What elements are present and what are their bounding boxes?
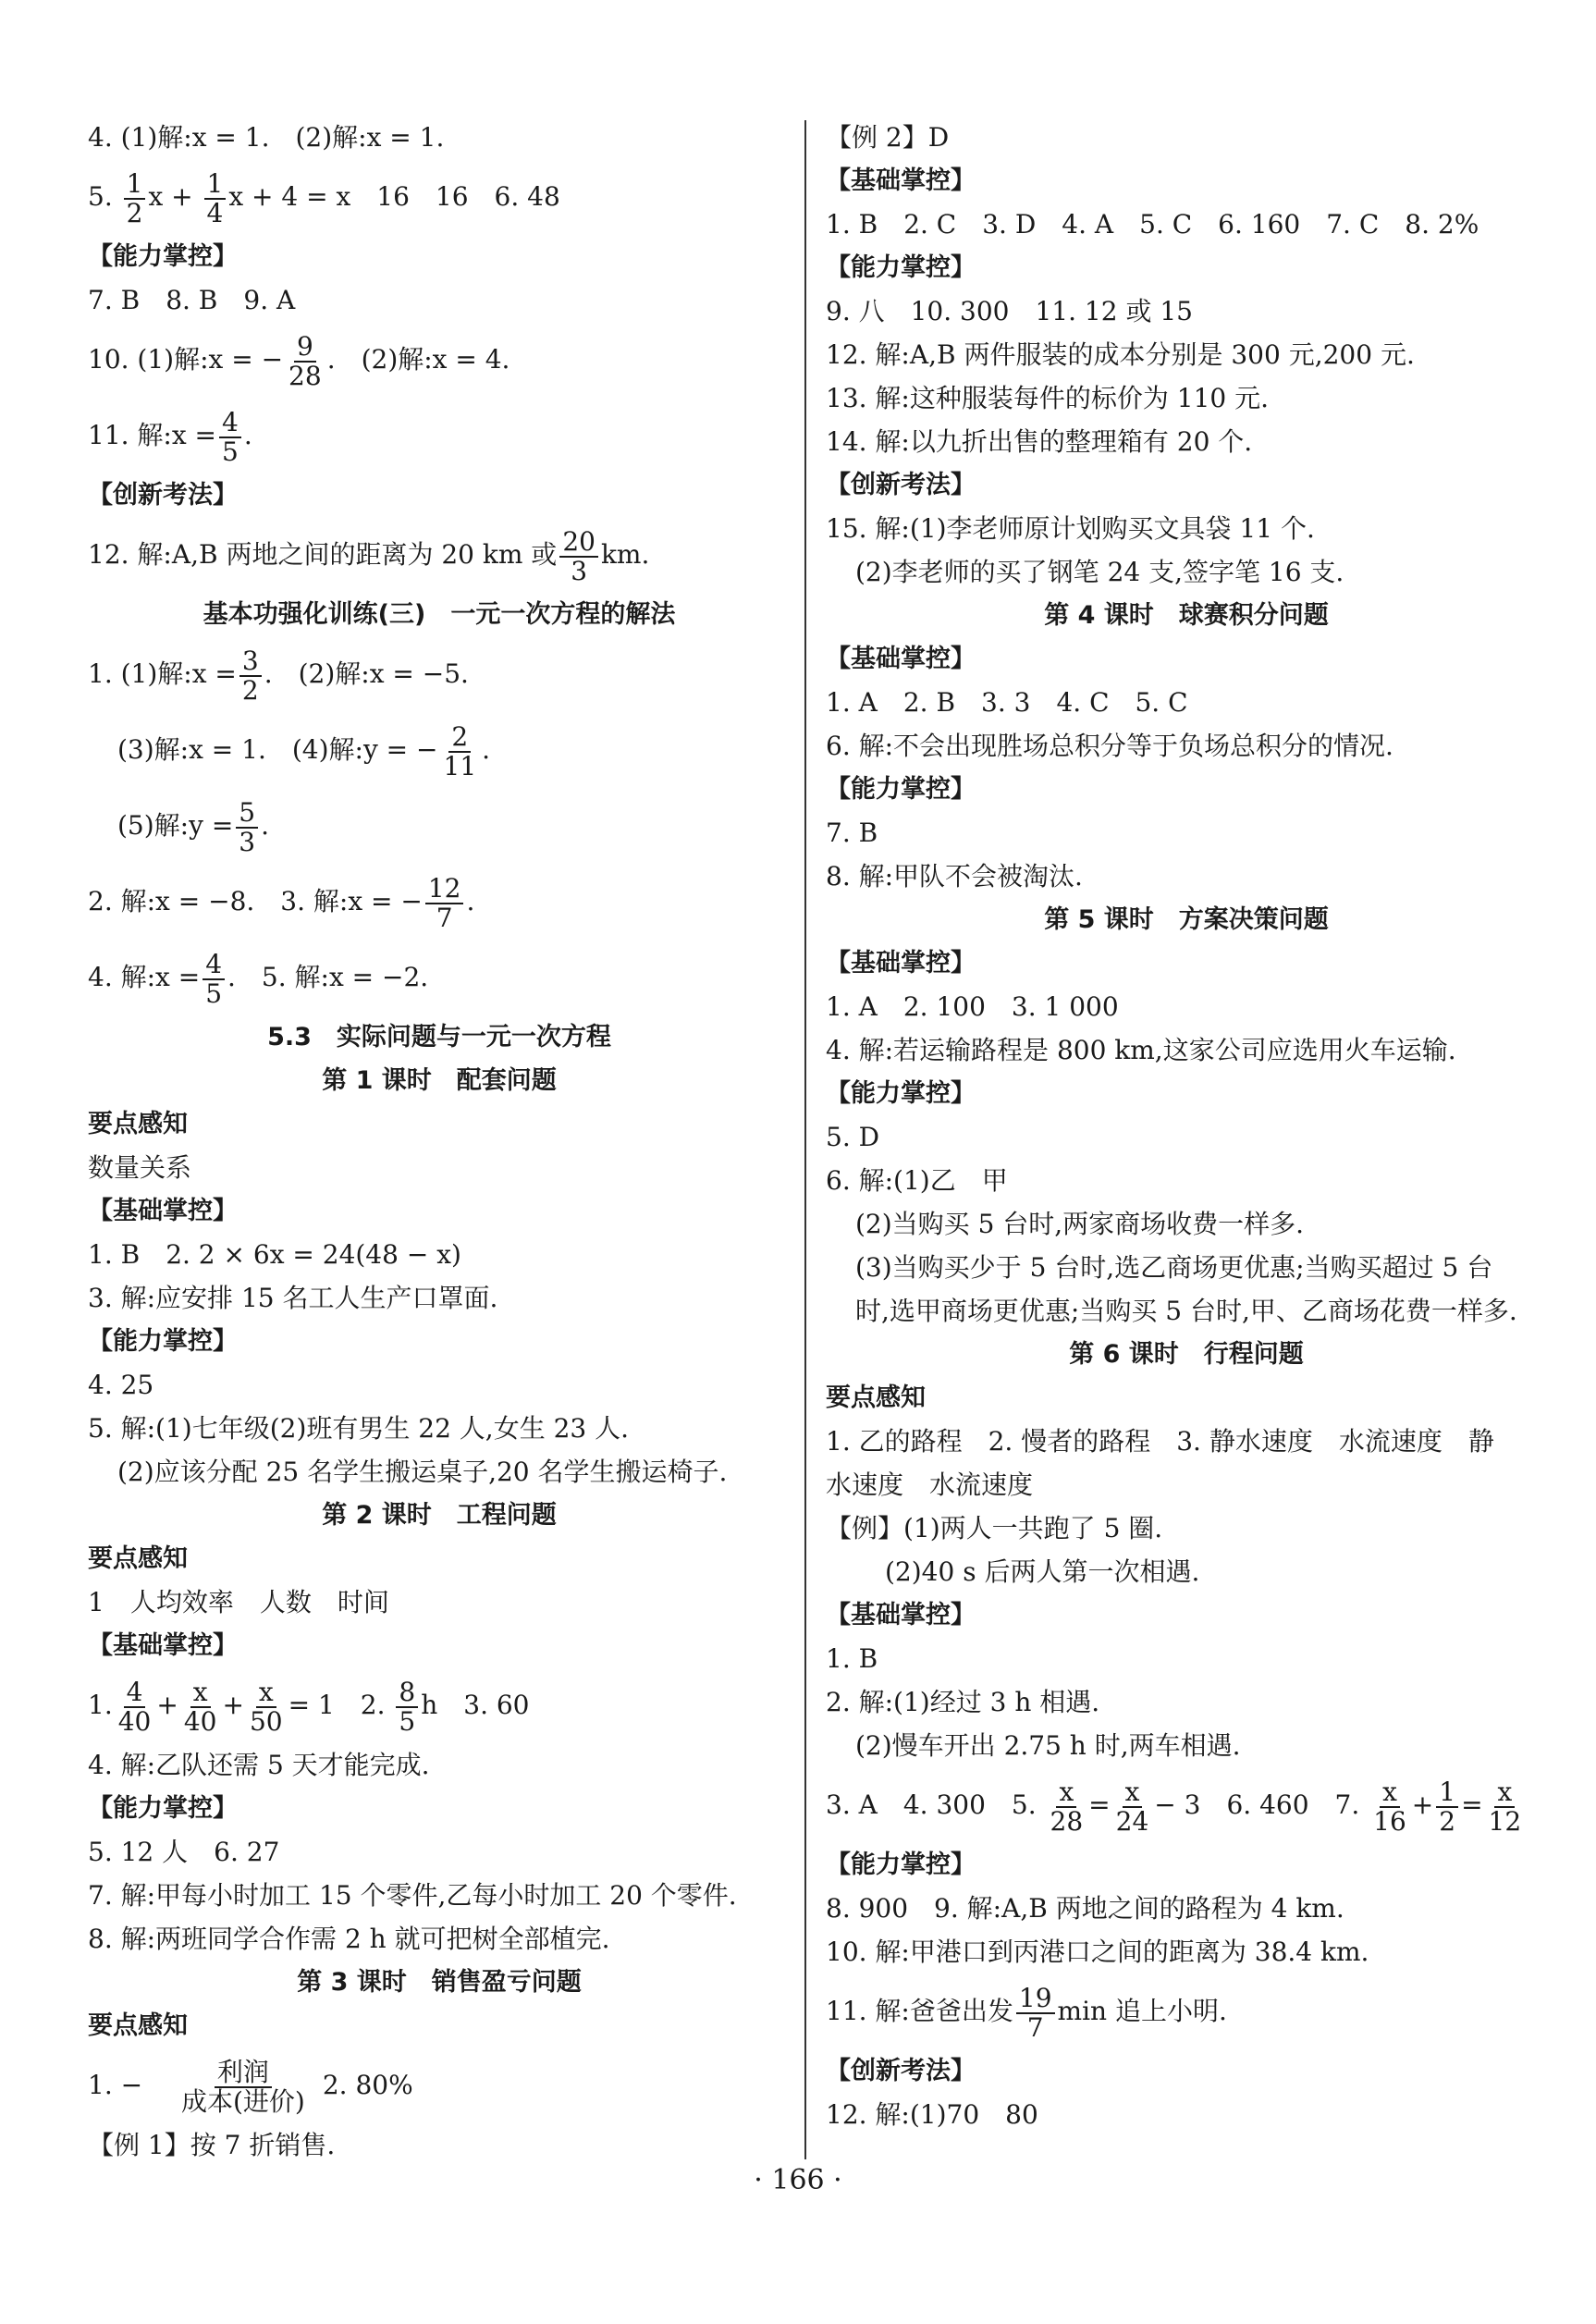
- lesson-title: 第 3 课时 销售盈亏问题: [297, 1968, 582, 1997]
- right-column: [826, 116, 1547, 2136]
- answer-line: 10. (1)解:x = − $\frac{9}{28}$ . (2)解:x = 4.: [88, 330, 510, 391]
- fraction: $\frac{4}{5}$: [203, 951, 225, 1008]
- section-heading: 【创新考法】: [826, 471, 976, 499]
- fraction: $\frac{1}{2}$: [1436, 1778, 1458, 1836]
- answer-line: 5. $\frac{1}{2}$ x + $\frac{1}{4}$ x + 4 = x 16 16 6. 48: [88, 167, 560, 228]
- section-heading: 【能力掌控】: [88, 242, 238, 271]
- answer-line: 1. − $\frac{\text{利润}}{\text{成本(进价)}}$ 2. 80%: [88, 2056, 413, 2117]
- fraction: $\frac{1}{4}$: [204, 170, 227, 227]
- answer-line: (3)解:x = 1. (4)解:y = − $\frac{2}{11}$ .: [117, 720, 491, 781]
- fraction: $\frac{19}{7}$: [1016, 1985, 1055, 2042]
- answer-line: (2)当购买 5 台时,两家商场收费一样多.: [855, 1209, 1305, 1239]
- answer-line: 4. 解:乙队还需 5 天才能完成.: [88, 1750, 430, 1780]
- section-heading: 要点感知: [826, 1383, 926, 1412]
- fraction: $\frac{8}{5}$: [396, 1678, 418, 1736]
- answer-line: 14. 解:以九折出售的整理箱有 20 个.: [826, 426, 1253, 457]
- answer-line: 13. 解:这种服装每件的标价为 110 元.: [826, 383, 1270, 413]
- answer-line: 1. A 2. 100 3. 1 000: [826, 991, 1119, 1022]
- section-heading: 【能力掌控】: [826, 1851, 976, 1879]
- answer-line: (2)李老师的买了钢笔 24 支,签字笔 16 支.: [855, 557, 1344, 587]
- answer-line: 1. A 2. B 3. 3 4. C 5. C: [826, 687, 1188, 718]
- section-title: 5.3 实际问题与一元一次方程: [267, 1023, 611, 1051]
- fraction: $\frac{x}{50}$: [249, 1676, 283, 1737]
- fraction: $\frac{2}{11}$: [443, 720, 477, 781]
- section-heading: 【创新考法】: [826, 2057, 976, 2085]
- answer-line: 4. 解:若运输路程是 800 km,这家公司应选用火车运输.: [826, 1035, 1456, 1065]
- fraction: $\frac{\text{利润}}{\text{成本(进价)}}$: [180, 2056, 305, 2117]
- section-heading: 要点感知: [88, 1110, 188, 1138]
- answer-line: 9. 八 10. 300 11. 12 或 15: [826, 296, 1193, 326]
- answer-line: 3. 解:应安排 15 名工人生产口罩面.: [88, 1283, 498, 1313]
- left-column: [88, 116, 791, 2167]
- answer-line: (2)40 s 后两人第一次相遇.: [885, 1556, 1200, 1587]
- fraction: $\frac{12}{7}$: [425, 875, 464, 932]
- section-heading: 【能力掌控】: [826, 253, 976, 282]
- answer-line: 【例 1】按 7 折销售.: [88, 2130, 336, 2160]
- fraction: $\frac{4}{5}$: [219, 409, 241, 466]
- lesson-title: 第 4 课时 球赛积分问题: [1044, 601, 1329, 630]
- answer-line: 【例 2】D: [826, 122, 950, 153]
- answer-line: 5. D: [826, 1122, 880, 1152]
- answer-line: 数量关系: [88, 1152, 192, 1183]
- section-heading: 【基础掌控】: [826, 645, 976, 673]
- section-heading: 【能力掌控】: [826, 775, 976, 804]
- answer-line: 1. B: [826, 1643, 878, 1674]
- answer-line: 1. $\frac{4}{40}$ + $\frac{x}{40}$ + $\frac{x}{50}$ = 1 2. $\frac{8}{5}$ h 3. 60: [88, 1676, 530, 1737]
- answer-line: 1. (1)解:x = $\frac{3}{2}$ . (2)解:x = −5.: [88, 645, 469, 706]
- lesson-title: 第 1 课时 配套问题: [322, 1066, 557, 1095]
- answer-line: 10. 解:甲港口到丙港口之间的距离为 38.4 km.: [826, 1937, 1369, 1967]
- answer-line: 3. A 4. 300 5. $\frac{x}{28}$ = $\frac{x}{24}$ − 3 6. 460 7. $\frac{x}{16}$ + $\frac{1}{2}$ = $\frac{x}{12}$: [826, 1767, 1547, 1843]
- fraction: $\frac{x}{40}$: [183, 1676, 217, 1737]
- section-title: 基本功强化训练(三) 一元一次方程的解法: [203, 600, 676, 629]
- answer-line: 8. 解:甲队不会被淘汰.: [826, 861, 1083, 891]
- answer-line: 2. 解:x = −8. 3. 解:x = − $\frac{12}{7}$ .: [88, 872, 475, 933]
- section-heading: 【能力掌控】: [88, 1327, 238, 1356]
- fraction: $\frac{x}{12}$: [1488, 1776, 1522, 1837]
- answer-line: (3)当购买少于 5 台时,选乙商场更优惠;当购买超过 5 台: [855, 1252, 1493, 1283]
- answer-line: (5)解:y = $\frac{5}{3}$ .: [117, 796, 270, 857]
- lesson-title: 第 6 课时 行程问题: [1069, 1340, 1304, 1369]
- answer-line: 12. 解:(1)70 80: [826, 2099, 1038, 2130]
- section-heading: 【创新考法】: [88, 481, 238, 510]
- answer-line: 11. 解:爸爸出发 $\frac{19}{7}$ min 追上小明.: [826, 1982, 1227, 2043]
- section-heading: 【能力掌控】: [88, 1794, 238, 1823]
- fraction: $\frac{x}{24}$: [1115, 1776, 1149, 1837]
- answer-line: 【例】(1)两人一共跑了 5 圈.: [826, 1513, 1163, 1543]
- answer-line: 4. (1)解:x = 1. (2)解:x = 1.: [88, 122, 445, 153]
- fraction: $\frac{3}{2}$: [239, 647, 262, 705]
- answer-line: 1. 乙的路程 2. 慢者的路程 3. 静水速度 水流速度 静: [826, 1426, 1494, 1457]
- column-divider: [804, 120, 806, 2159]
- answer-line: 1 人均效率 人数 时间: [88, 1587, 389, 1617]
- lesson-title: 第 2 课时 工程问题: [322, 1501, 557, 1530]
- section-heading: 【能力掌控】: [826, 1079, 976, 1108]
- fraction: $\frac{x}{28}$: [1050, 1776, 1084, 1837]
- answer-line: 水速度 水流速度: [826, 1469, 1034, 1500]
- answer-line: 4. 25: [88, 1370, 154, 1400]
- section-heading: 【基础掌控】: [826, 1601, 976, 1629]
- fraction: $\frac{9}{28}$: [289, 330, 322, 391]
- fraction: $\frac{20}{3}$: [559, 528, 598, 585]
- page-number: · 166 ·: [754, 2164, 842, 2196]
- answer-line: 6. 解:(1)乙 甲: [826, 1165, 1008, 1196]
- section-heading: 【基础掌控】: [88, 1197, 238, 1225]
- section-heading: 【基础掌控】: [826, 949, 976, 978]
- answer-line: 8. 解:两班同学合作需 2 h 就可把树全部植完.: [88, 1924, 610, 1954]
- section-heading: 【基础掌控】: [88, 1631, 238, 1660]
- answer-line: 7. 解:甲每小时加工 15 个零件,乙每小时加工 20 个零件.: [88, 1880, 737, 1911]
- fraction: $\frac{1}{2}$: [124, 170, 146, 227]
- answer-line: 8. 900 9. 解:A,B 两地之间的路程为 4 km.: [826, 1893, 1344, 1924]
- answer-line: (2)慢车开出 2.75 h 时,两车相遇.: [855, 1730, 1241, 1761]
- answer-line: 5. 12 人 6. 27: [88, 1837, 280, 1867]
- fraction: $\frac{5}{3}$: [236, 799, 258, 856]
- answer-line: 6. 解:不会出现胜场总积分等于负场总积分的情况.: [826, 731, 1393, 761]
- answer-line: 4. 解:x = $\frac{4}{5}$ . 5. 解:x = −2.: [88, 948, 429, 1009]
- fraction: $\frac{x}{16}$: [1373, 1776, 1406, 1837]
- answer-line: 12. 解:A,B 两件服装的成本分别是 300 元,200 元.: [826, 339, 1415, 370]
- section-heading: 【基础掌控】: [826, 166, 976, 195]
- section-heading: 要点感知: [88, 2011, 188, 2040]
- section-heading: 要点感知: [88, 1544, 188, 1573]
- lesson-title: 第 5 课时 方案决策问题: [1044, 905, 1329, 934]
- answer-line: 12. 解:A,B 两地之间的距离为 20 km 或 $\frac{20}{3}$ km.: [88, 525, 650, 586]
- answer-line: 11. 解:x = $\frac{4}{5}$ .: [88, 406, 252, 467]
- answer-line: 7. B: [826, 818, 878, 848]
- answer-line: 5. 解:(1)七年级(2)班有男生 22 人,女生 23 人.: [88, 1413, 630, 1444]
- answer-line: 1. B 2. 2 × 6x = 24(48 − x): [88, 1239, 461, 1270]
- answer-line: 1. B 2. C 3. D 4. A 5. C 6. 160 7. C 8. 2%: [826, 209, 1479, 240]
- answer-line: 15. 解:(1)李老师原计划购买文具袋 11 个.: [826, 513, 1315, 544]
- fraction: $\frac{4}{40}$: [117, 1676, 152, 1737]
- answer-line: 7. B 8. B 9. A: [88, 285, 296, 315]
- answer-line: (2)应该分配 25 名学生搬运桌子,20 名学生搬运椅子.: [117, 1457, 728, 1487]
- answer-line: 时,选甲商场更优惠;当购买 5 台时,甲、乙商场花费一样多.: [855, 1296, 1517, 1326]
- answer-line: 2. 解:(1)经过 3 h 相遇.: [826, 1687, 1100, 1717]
